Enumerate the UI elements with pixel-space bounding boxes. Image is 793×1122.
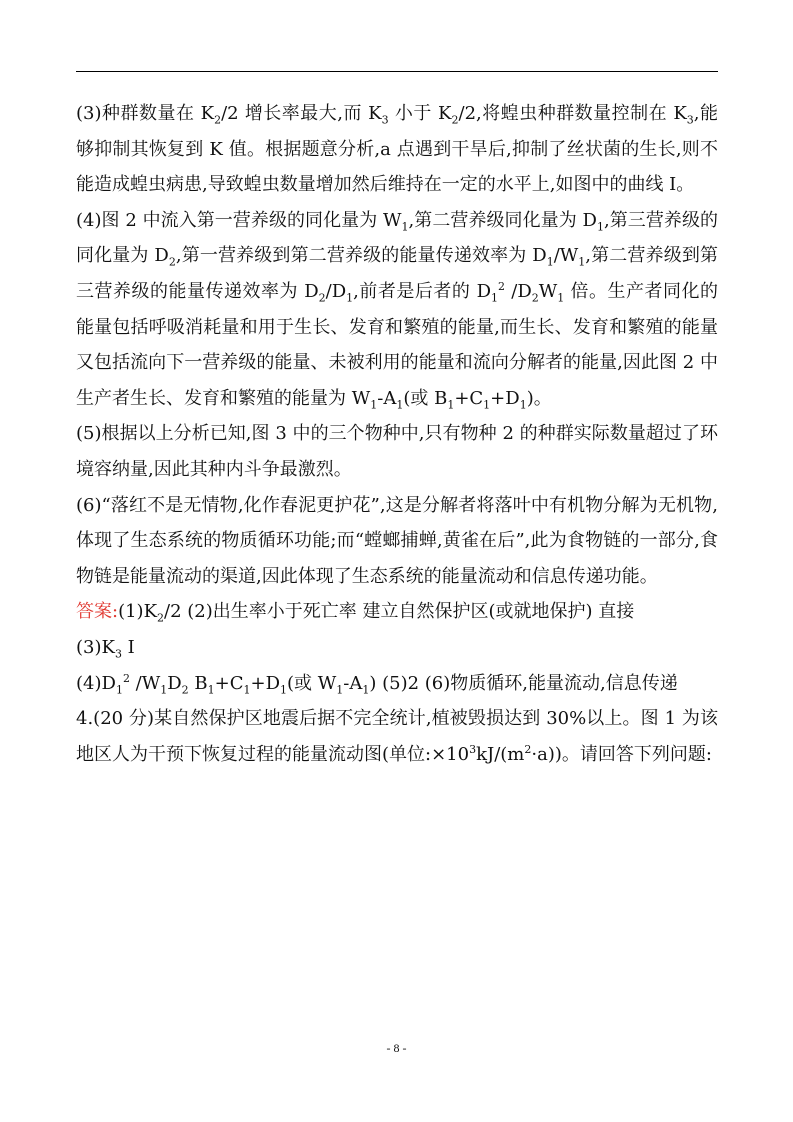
- header-rule: [76, 71, 718, 72]
- paragraph-5: (5)根据以上分析已知,图 3 中的三个物种中,只有物种 2 的种群实际数量超过了环境容纳量,因此其种内斗争最激烈。: [76, 423, 718, 480]
- answer-line-2: $(3)K_3$ Ⅰ: [76, 636, 135, 661]
- page-number: - 8 -: [386, 1041, 407, 1055]
- paragraph-6: (6)“落红不是无情物,化作春泥更护花”,这是分解者将落叶中有机物分解为无机物,体现了生态系统的物质循环功能;而“螳螂捕蝉,黄雀在后”,此为食物链的一部分,食物链是能量流动的渠道,因此体现了生态系统的能量流动和信息传递功能。: [76, 494, 718, 587]
- document-body: [76, 96, 718, 772]
- answer-line-3: $(4)D_1^2$ $/W_1D_2$ $B_1+C_1+D_1$(或 $W_1-A_1$) (5)2 (6)物质循环,能量流动,信息传递: [76, 671, 678, 697]
- question-4: 4.(20 分)某自然保护区地震后据不完全统计,植被毁损达到 30%以上。图 1 为该地区人为干预下恢复过程的能量流动图(单位$:\times 10^3kJ/(m^2\cdot a)$)。请回答下列问题:: [76, 708, 718, 765]
- paragraph-4: (4)图 2 中流入第一营养级的同化量为 $W_1$,第二营养级同化量为 $D_1$,第三营养级的同化量为 $D_2$,第一营养级到第二营养级的能量传递效率为 $D_1/W_1$,第二营养级到第三营养级的能量传递效率为 $D_2/D_1$,前者是后者的 $D_1^2$ $/D_2W_1$ 倍。生产者同化的能量包括呼吸消耗量和用于生长、发育和繁殖的能量,而生长、发育和繁殖的能量又包括流向下一营养级的能量、未被利用的能量和流向分解者的能量,因此图 2 中生产者生长、发育和繁殖的能量为 $W_1-A_1$(或 $B_1+C_1+D_1$)。: [76, 209, 718, 412]
- paragraph-3: (3)种群数量在 $K_2/2$ 增长率最大,而 $K_3$ 小于 $K_2/2$,将蝗虫种群数量控制在 $K_3$,能够抑制其恢复到 K 值。根据题意分析,a 点遇到干旱后,抑制了丝状菌的生长,则不能造成蝗虫病患,导致蝗虫数量增加然后维持在一定的水平上,如图中的曲线 Ⅰ。: [76, 103, 718, 196]
- answer-line-1: 答案$:(1)K_2/2$ (2)出生率小于死亡率 建立自然保护区(或就地保护) 直接: [76, 601, 635, 625]
- answer-label: 答案:: [76, 601, 119, 623]
